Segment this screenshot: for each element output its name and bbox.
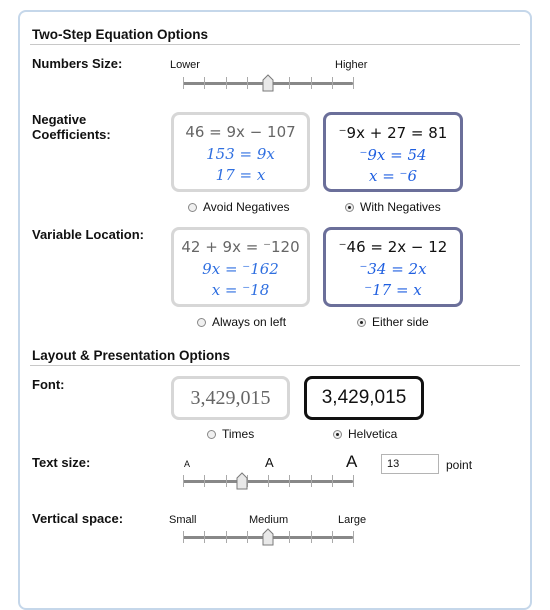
- section-divider: [30, 44, 520, 45]
- vertical-space-label: Vertical space:: [32, 511, 124, 526]
- slider-tick: [226, 531, 227, 543]
- font-times-radio[interactable]: [207, 427, 254, 441]
- slider-tick: [332, 77, 333, 89]
- slider-thumb-icon[interactable]: [262, 528, 274, 546]
- slider-tick: [311, 475, 312, 487]
- negative-coefficients-label-line1: Negative: [32, 112, 87, 127]
- radio-label: Always on left: [212, 315, 287, 329]
- font-helvetica-card[interactable]: 3,429,015: [304, 376, 424, 420]
- slider-tick: [311, 77, 312, 89]
- numbers-size-label: Numbers Size:: [32, 56, 123, 71]
- vertical-space-slider[interactable]: [183, 528, 355, 548]
- text-size-small-glyph: A: [184, 459, 191, 469]
- font-label: Font:: [32, 377, 65, 392]
- slider-tick: [353, 77, 354, 89]
- either-side-card[interactable]: [323, 227, 463, 307]
- radio-button-icon[interactable]: [207, 430, 216, 439]
- numbers-size-min-label: Lower: [170, 59, 200, 71]
- slider-tick: [226, 77, 227, 89]
- section-divider: [30, 365, 520, 366]
- radio-button-selected-icon[interactable]: [345, 203, 354, 212]
- radio-button-selected-icon[interactable]: [357, 318, 366, 327]
- slider-tick: [289, 475, 290, 487]
- slider-tick: [204, 531, 205, 543]
- font-times-card[interactable]: 3,429,015: [171, 376, 290, 420]
- negative-coefficients-label: [32, 112, 111, 142]
- slider-tick: [183, 531, 184, 543]
- radio-button-icon[interactable]: [197, 318, 206, 327]
- text-size-slider[interactable]: [183, 472, 355, 492]
- equation-line: 42 + 9x = ⁻120: [181, 238, 300, 256]
- always-on-left-card[interactable]: [171, 227, 310, 307]
- text-size-input[interactable]: [381, 454, 439, 474]
- always-on-left-radio[interactable]: [197, 315, 286, 329]
- slider-tick: [289, 531, 290, 543]
- avoid-negatives-card[interactable]: [171, 112, 310, 192]
- slider-tick: [183, 475, 184, 487]
- equation-line: ⁻46 = 2x − 12: [338, 238, 448, 256]
- equation-step: 17 = x: [215, 166, 266, 184]
- slider-tick: [247, 531, 248, 543]
- slider-tick: [204, 475, 205, 487]
- equation-step: 9x = ⁻162: [202, 260, 279, 278]
- equation-step: x = ⁻18: [211, 281, 270, 299]
- vertical-space-max-label: Large: [338, 514, 367, 526]
- radio-label: Avoid Negatives: [203, 200, 290, 214]
- vertical-space-mid-label: Medium: [249, 514, 289, 526]
- numbers-size-max-label: Higher: [335, 59, 368, 71]
- equation-step: 153 = 9x: [206, 145, 275, 163]
- radio-label: Times: [222, 427, 255, 441]
- slider-tick: [289, 77, 290, 89]
- negative-coefficients-label-line2: Coefficients:: [32, 127, 111, 142]
- equation-step: ⁻9x = 54: [359, 146, 427, 164]
- section-title-layout: Layout & Presentation Options: [32, 348, 231, 363]
- slider-thumb-icon[interactable]: [236, 472, 248, 490]
- slider-tick: [332, 531, 333, 543]
- equation-step: x = ⁻6: [368, 167, 418, 185]
- font-helvetica-radio[interactable]: [333, 427, 397, 441]
- with-negatives-card[interactable]: [323, 112, 463, 192]
- with-negatives-radio[interactable]: [345, 200, 441, 214]
- slider-tick: [353, 475, 354, 487]
- section-title-two-step: Two-Step Equation Options: [32, 27, 208, 42]
- avoid-negatives-radio[interactable]: [188, 200, 290, 214]
- radio-label: Helvetica: [348, 427, 398, 441]
- text-size-label: Text size:: [32, 455, 91, 470]
- radio-label: Either side: [372, 315, 429, 329]
- slider-tick: [353, 531, 354, 543]
- text-size-unit: point: [446, 458, 473, 472]
- text-size-large-glyph: A: [346, 452, 358, 471]
- radio-button-selected-icon[interactable]: [333, 430, 342, 439]
- vertical-space-min-label: Small: [169, 514, 197, 526]
- equation-line: ⁻9x + 27 = 81: [338, 124, 448, 142]
- slider-tick: [247, 77, 248, 89]
- equation-line: 46 = 9x − 107: [185, 123, 296, 141]
- equation-step: ⁻34 = 2x: [359, 260, 427, 278]
- equation-step: ⁻17 = x: [364, 281, 422, 299]
- slider-tick: [183, 77, 184, 89]
- numbers-size-slider[interactable]: [183, 74, 355, 94]
- slider-thumb-icon[interactable]: [262, 74, 274, 92]
- slider-tick: [204, 77, 205, 89]
- either-side-radio[interactable]: [357, 315, 429, 329]
- text-size-medium-glyph: A: [265, 455, 274, 470]
- radio-label: With Negatives: [360, 200, 441, 214]
- radio-button-icon[interactable]: [188, 203, 197, 212]
- variable-location-label: Variable Location:: [32, 227, 144, 242]
- slider-tick: [226, 475, 227, 487]
- slider-tick: [268, 475, 269, 487]
- slider-tick: [311, 531, 312, 543]
- slider-tick: [332, 475, 333, 487]
